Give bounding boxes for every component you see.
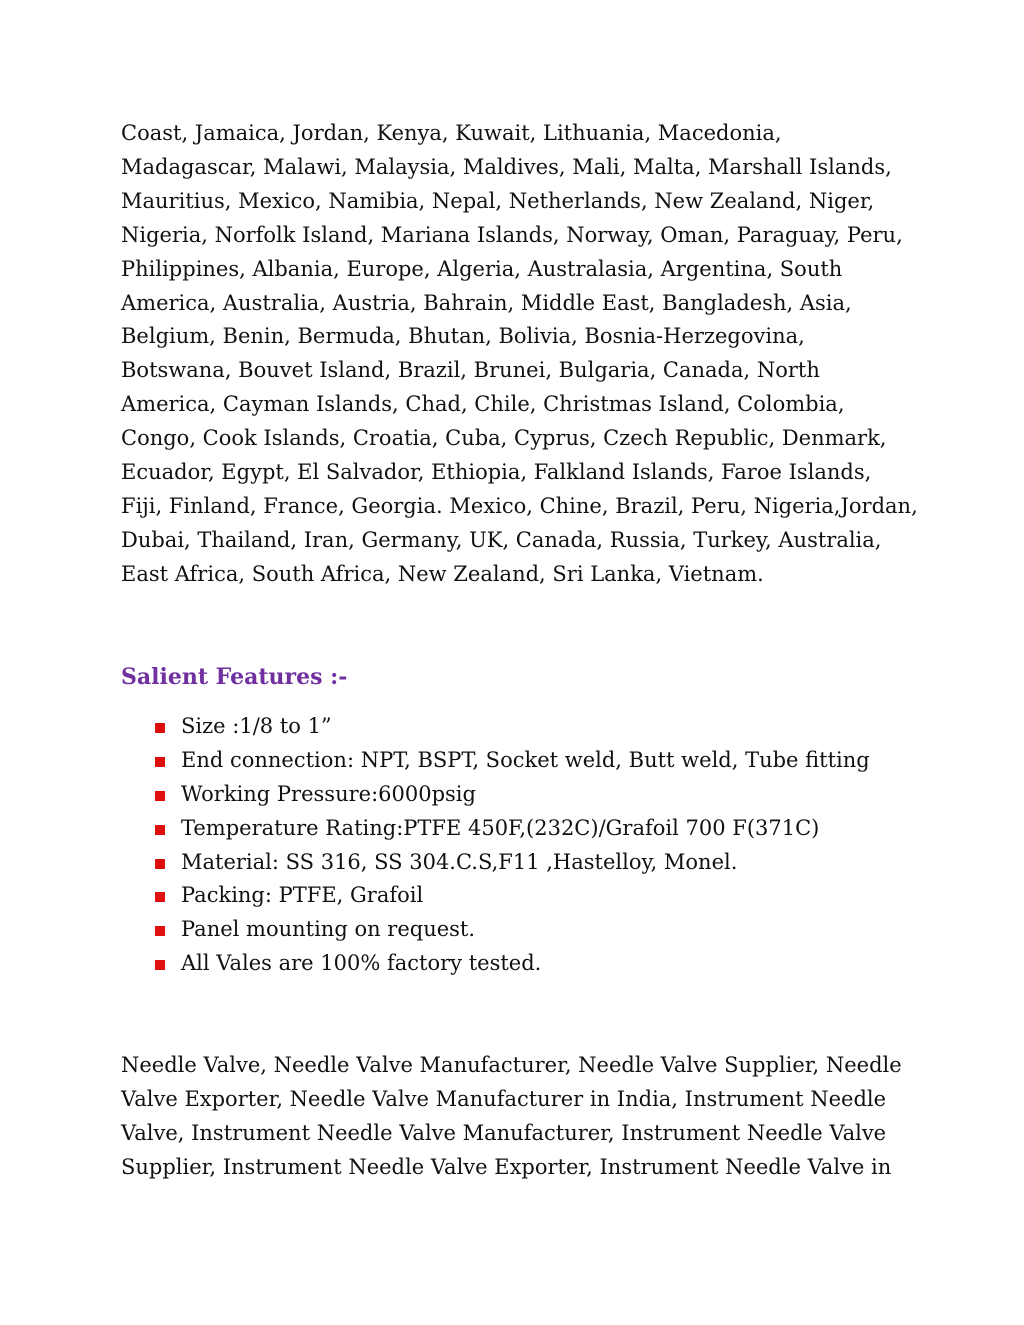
feature-item <box>121 846 870 880</box>
paragraph-line: Needle Valve, Needle Valve Manufacturer, Needle Valve Supplier, Needle <box>121 1053 902 1077</box>
feature-text: Material: SS 316, SS 304.C.S,F11 ,Hastelloy, Monel. <box>181 849 738 874</box>
feature-text: End connection: NPT, BSPT, Socket weld, Butt weld, Tube fitting <box>181 747 870 772</box>
feature-item <box>121 744 870 778</box>
square-bullet-icon <box>155 892 165 902</box>
paragraph-line: Botswana, Bouvet Island, Brazil, Brunei, Bulgaria, Canada, North <box>121 358 820 383</box>
paragraph-line: Philippines, Albania, Europe, Algeria, Australasia, Argentina, South <box>121 256 843 281</box>
square-bullet-icon <box>155 960 165 970</box>
document-page <box>121 117 918 1179</box>
paragraph-line: Congo, Cook Islands, Croatia, Cuba, Cyprus, Czech Republic, Denmark, <box>121 426 887 451</box>
paragraph-line: Mauritius, Mexico, Namibia, Nepal, Netherlands, New Zealand, Niger, <box>121 188 875 213</box>
paragraph-line: Fiji, Finland, France, Georgia. Mexico, Chine, Brazil, Peru, Nigeria,Jordan, <box>121 493 918 518</box>
paragraph-line: Dubai, Thailand, Iran, Germany, UK, Canada, Russia, Turkey, Australia, <box>121 527 882 552</box>
paragraph-line: America, Australia, Austria, Bahrain, Middle East, Bangladesh, Asia, <box>121 290 852 315</box>
paragraph-line: East Africa, South Africa, New Zealand, Sri Lanka, Vietnam. <box>121 561 764 586</box>
feature-text: Packing: PTFE, Grafoil <box>181 883 424 908</box>
feature-item <box>121 778 870 812</box>
country-list-paragraph <box>121 117 918 592</box>
paragraph-line: Ecuador, Egypt, El Salvador, Ethiopia, Falkland Islands, Faroe Islands, <box>121 460 872 485</box>
paragraph-line: Supplier, Instrument Needle Valve Exporter, Instrument Needle Valve in <box>121 1154 892 1179</box>
keywords-paragraph <box>121 1049 902 1185</box>
paragraph-line: Belgium, Benin, Bermuda, Bhutan, Bolivia, Bosnia-Herzegovina, <box>121 324 805 349</box>
square-bullet-icon <box>155 723 165 733</box>
paragraph-line: Valve Exporter, Needle Valve Manufacturer in India, Instrument Needle <box>121 1086 887 1111</box>
feature-item <box>121 710 870 744</box>
feature-text: All Vales are 100% factory tested. <box>181 951 542 976</box>
feature-text: Size :1/8 to 1” <box>181 714 332 738</box>
feature-text: Working Pressure:6000psig <box>181 781 476 806</box>
feature-item <box>121 947 870 981</box>
feature-item <box>121 812 870 846</box>
paragraph-line: Valve, Instrument Needle Valve Manufacturer, Instrument Needle Valve <box>121 1120 887 1145</box>
paragraph-line: America, Cayman Islands, Chad, Chile, Christmas Island, Colombia, <box>121 392 845 417</box>
square-bullet-icon <box>155 926 165 936</box>
feature-text: Temperature Rating:PTFE 450F,(232C)/Grafoil 700 F(371C) <box>181 815 820 840</box>
square-bullet-icon <box>155 757 165 767</box>
square-bullet-icon <box>155 825 165 835</box>
feature-item <box>121 913 870 947</box>
paragraph-line: Coast, Jamaica, Jordan, Kenya, Kuwait, Lithuania, Macedonia, <box>121 121 782 145</box>
paragraph-line: Madagascar, Malawi, Malaysia, Maldives, Mali, Malta, Marshall Islands, <box>121 154 892 179</box>
square-bullet-icon <box>155 791 165 801</box>
square-bullet-icon <box>155 859 165 869</box>
paragraph-line: Nigeria, Norfolk Island, Mariana Islands, Norway, Oman, Paraguay, Peru, <box>121 222 903 247</box>
features-list <box>121 710 870 981</box>
feature-text: Panel mounting on request. <box>181 917 476 942</box>
salient-features-heading: Salient Features :- <box>121 664 348 690</box>
feature-item <box>121 879 870 913</box>
